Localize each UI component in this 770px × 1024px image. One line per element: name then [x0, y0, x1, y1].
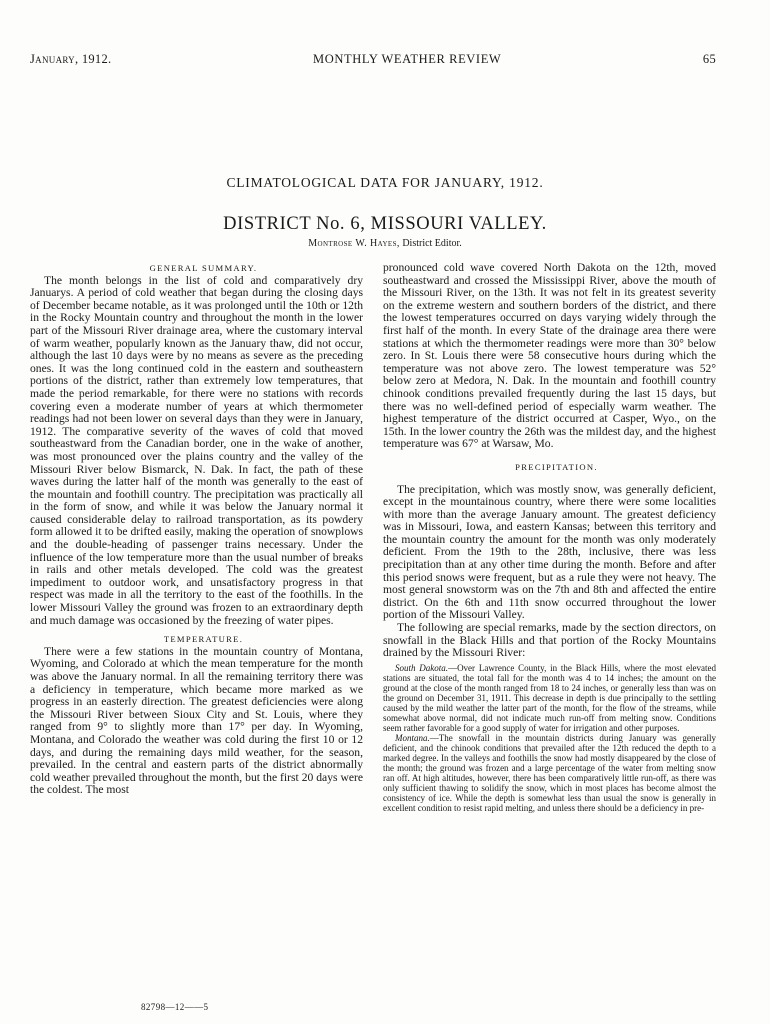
remark-montana-label: Montana. [395, 732, 430, 743]
page-title: CLIMATOLOGICAL DATA FOR JANUARY, 1912. [226, 175, 544, 190]
section-heading-general-summary: GENERAL SUMMARY. [149, 263, 258, 273]
header-page-number: 65 [702, 52, 716, 66]
header-journal-title: MONTHLY WEATHER REVIEW [313, 52, 502, 66]
header-date: January, 1912. [30, 52, 112, 66]
district-title: DISTRICT No. 6, MISSOURI VALLEY. [223, 214, 547, 234]
special-remarks-intro: The following are special remarks, made by the section directors, on snowfall in the Black Hills and that portion of the Rocky Mountains drained by the Missouri River: [383, 621, 716, 660]
right-column [383, 262, 716, 813]
section-heading-temperature: TEMPERATURE. [163, 634, 244, 645]
temperature-text: There were a few stations in the mountain country of Montana, Wyoming, and Colorado at which the mean temperature for the month was above the January normal. In all the remaining territory there was a deficiency in temperature, which became more marked as we progress in an easterly direction. The greatest deficiencies were along the Missouri River between Sioux City and St. Louis, where they ranged from 9° to slightly more than 17° per day. In Wyoming, Montana, and Colorado the weather was cold during the first 10 or 12 days, and during the remaining days mild weather, for the season, prevailed. In the central and eastern parts of the district abnormally cold weather prevailed throughout the month, but the first 20 days were the coldest. The most [30, 644, 363, 797]
running-head [30, 52, 716, 67]
section-heading-precipitation: PRECIPITATION. [515, 461, 598, 472]
remark-montana [383, 733, 716, 813]
remark-south-dakota [383, 663, 716, 733]
special-remarks [383, 663, 716, 813]
temperature-continued-text: pronounced cold wave covered North Dakota on the 12th, moved southeastward and crossed the Mississippi River, above the mouth of the Missouri River, on the 13th. It was not felt in its greatest severity on the extreme western and southern borders of the district, and there the lowest temperatures occurred on days varying widely through the first half of the month. In every State of the drainage area there were stations at which the thermometer readings were more than 30° below zero. In St. Louis there were 58 consecutive hours during which the temperature was not above zero. The lowest temperature was 52° below zero at Medora, N. Dak. In the mountain and foothill country chinook conditions prevailed frequently during the last 15 days, but there was no well-defined period of especially warm weather. The highest temperature of the district occurred at Casper, Wyo., on the 15th. In the lower country the 26th was the mildest day, and the highest temperature was 67° at Warsaw, Mo. [383, 261, 716, 451]
general-summary-text: The month belongs in the list of cold and comparatively dry Januarys. A period of cold weather that began during the closing days of December became notable, as it was prolonged until the 10th or 12th in the Rocky Mountain country and throughout the month in the lower part of the Missouri River drainage area, where the customary interval of warm weather, popularly known as the January thaw, did not occur, although the last 10 days were by no means as severe as the preceding ones. It was the long continued cold in the eastern and southeastern portions of the district, rather than extremely low temperatures, that made the period remarkable, for there were no stations with records covering even a moderate number of years at which thermometer readings had not been lower on several days than they were in January, 1912. The comparative severity of the waves of cold that moved southeastward from the Canadian border, one in the wake of another, was most pronounced over the plains country and the valley of the Missouri River below Bismarck, N. Dak. In fact, the path of these waves during the latter half of the month was generally to the east of the mountain and foothill country. The precipitation was practically all in the form of snow, and while it was below the January normal it caused considerable delay to railroad transportation, as its powdery form allowed it to be drifted easily, making the operation of snowplows and the double-heading of passenger trains necessary. Under the influence of the low temperature more than the usual number of breaks in rails and other metals developed. The cold was the greatest impediment to outdoor work, and unsatisfactory progress in that respect was made in all the territory to the east of the foothills. In the lower Missouri Valley the ground was frozen to an extraordinary depth and much damage was occasioned by the freezing of water pipes. [30, 273, 363, 627]
remark-montana-text: —The snowfall in the mountain districts during January was generally deficient, and the chinook conditions that prevailed after the 12th reduced the depth to a marked degree. In the valleys and foothills the snow had mostly disappeared by the close of the month; the ground was frozen and a large percentage of the water from melting snow ran off. At high altitudes, however, there has been comparatively little run-off, as there was only sufficient thawing to solidify the snow, which in most places has become almost the consistency of ice. While the depth is somewhat less than usual the snow is generally in excellent condition to resist rapid melting, and unless there should be a deficiency in pre- [383, 732, 716, 813]
printer-signature: 82798—12——5 [141, 1002, 209, 1012]
editor-line [0, 238, 770, 249]
remark-south-dakota-label: South Dakota. [395, 662, 449, 673]
left-column [30, 262, 363, 797]
precipitation-text: The precipitation, which was mostly snow, was generally deficient, except in the mountainous country, where there were some localities with more than the average January amount. The greatest deficiency was in Missouri, Iowa, and eastern Kansas; between this territory and the mountain country the amount for the month was only moderately deficient. From the 19th to the 28th, inclusive, there was less precipitation than at any other time during the month. Before and after this period snows were frequent, but as a rule they were not heavy. The most general snowstorm was on the 7th and 8th and affected the entire district. On the 6th and 11th snow occurred throughout the lower portion of the Missouri Valley. [383, 482, 716, 622]
editor-role: District Editor. [402, 238, 462, 249]
remark-south-dakota-text: —Over Lawrence County, in the Black Hills, where the most elevated stations are situated, the total fall for the month was 4 to 14 inches; the amount on the ground at the close of the month ranged from 18 to 24 inches, or generally less than was on the ground on December 31, 1911. This decrease in depth is due principally to the settling caused by the mild weather the latter part of the month, for the flow of the streams, while somewhat above normal, did not indicate much run-off from melting snow. Conditions seem rather favorable for a good supply of water for irrigation and other purposes. [383, 662, 716, 733]
editor-name: Montrose W. Hayes, [308, 238, 400, 249]
